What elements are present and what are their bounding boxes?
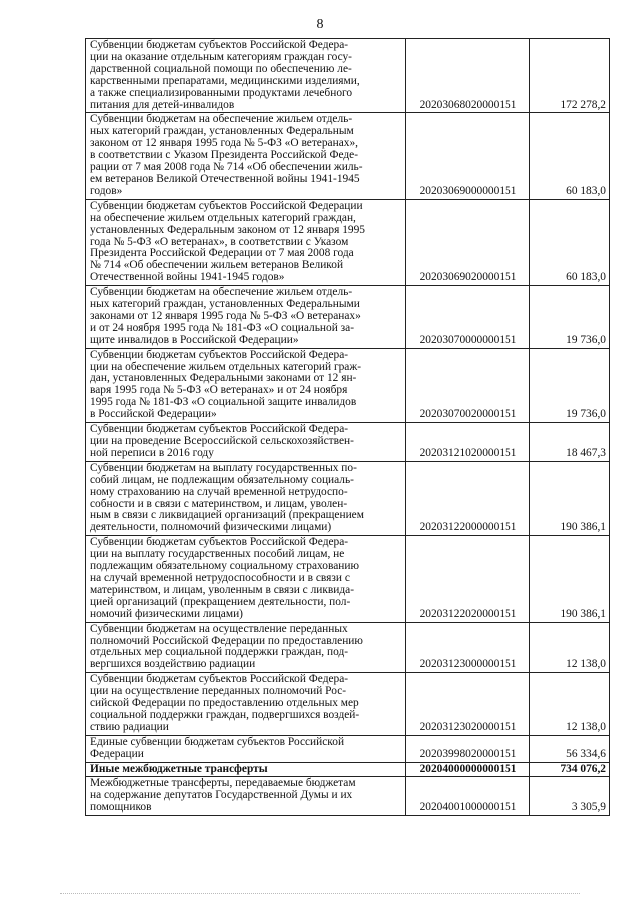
row-description — [86, 39, 406, 113]
description-line: сийской Федерации по предоставлению отдельных мер — [90, 697, 359, 710]
row-budget-code: 20203069020000151 — [406, 199, 530, 285]
row-description — [86, 777, 406, 816]
row-amount: 60 183,0 — [530, 199, 610, 285]
description-line: собности и в связи с материнством, и лицам, уволен- — [90, 497, 348, 510]
table-row — [86, 536, 610, 622]
description-line: Федерации — [90, 747, 144, 760]
row-description — [86, 113, 406, 199]
description-line: вергшихся воздействию радиации — [90, 658, 256, 671]
row-amount: 12 138,0 — [530, 673, 610, 736]
row-budget-code: 20203998020000151 — [406, 735, 530, 762]
description-line: Субвенции бюджетам субъектов Российской Федера- — [90, 423, 349, 436]
description-line: собий лицам, не подлежащим обязательному социаль- — [90, 473, 354, 486]
description-line: в Российской Федерации» — [90, 408, 217, 421]
description-line: помощников — [90, 801, 152, 814]
description-line: ции на осуществление переданных полномочий Рос- — [90, 685, 347, 698]
table-row — [86, 423, 610, 462]
row-amount: 19 736,0 — [530, 348, 610, 422]
page-number: 8 — [316, 17, 324, 32]
table-row — [86, 113, 610, 199]
description-line: дарственной социальной помощи по обеспечению ле- — [90, 62, 352, 75]
row-description — [86, 461, 406, 535]
description-line: дан, установленных Федеральными законами от 12 ян- — [90, 372, 357, 385]
description-line: ным в связи с ликвидацией организаций (прекращением — [90, 509, 364, 522]
description-line: деятельности, полномочий физическими лицами) — [90, 521, 332, 534]
description-line: ных категорий граждан, установленных Федеральными — [90, 298, 360, 311]
description-line: Единые субвенции бюджетам субъектов Российской — [90, 735, 345, 748]
row-budget-code: 20203069000000151 — [406, 113, 530, 199]
row-description — [86, 286, 406, 349]
description-line: материнством, и лицам, уволенным в связи с ликвида- — [90, 583, 355, 596]
row-description — [86, 348, 406, 422]
description-line: на случай временной нетрудоспособности и в связи с — [90, 571, 350, 584]
budget-table — [85, 38, 610, 816]
row-budget-code: 20203122000000151 — [406, 461, 530, 535]
table-row — [86, 39, 610, 113]
row-amount: 172 278,2 — [530, 39, 610, 113]
row-budget-code: 20203070000000151 — [406, 286, 530, 349]
description-line: а также специализированными продуктами лечебного — [90, 86, 353, 99]
description-line: ции на оказание отдельным категориям граждан госу- — [90, 50, 352, 63]
table-row — [86, 461, 610, 535]
description-line: законами от 12 января 1995 года № 5-ФЗ «О ветеранах» — [90, 309, 361, 322]
description-line: ному страхованию на случай временной нетрудоспо- — [90, 485, 348, 498]
description-line: ции на выплату государственных пособий лицам, не — [90, 548, 345, 561]
row-description — [86, 536, 406, 622]
row-budget-code: 20204000000000151 — [406, 762, 530, 777]
description-line: Субвенции бюджетам субъектов Российской Федера- — [90, 673, 349, 686]
table-row — [86, 762, 610, 777]
description-line: социальной поддержки граждан, подвергшихся воздей- — [90, 708, 360, 721]
description-line: 1995 года № 181-ФЗ «О социальной защите инвалидов — [90, 396, 357, 409]
description-line: ной переписи в 2016 году — [90, 446, 214, 459]
row-budget-code: 20203068020000151 — [406, 39, 530, 113]
description-line: Президента Российской Федерации от 7 мая 2008 года — [90, 247, 354, 260]
table-row — [86, 777, 610, 816]
description-line: Субвенции бюджетам субъектов Российской Федерации — [90, 199, 363, 212]
table-row — [86, 622, 610, 673]
description-line: Субвенции бюджетам на выплату государственных по- — [90, 461, 357, 474]
description-line: законом от 12 января 1995 года № 5-ФЗ «О ветеранах», — [90, 137, 358, 150]
row-budget-code: 20203121020000151 — [406, 423, 530, 462]
row-description — [86, 762, 406, 777]
row-amount: 734 076,2 — [530, 762, 610, 777]
description-line: на обеспечение жильем отдельных категорий граждан, — [90, 211, 356, 224]
row-description — [86, 423, 406, 462]
row-description — [86, 735, 406, 762]
description-line: на содержание депутатов Государственной Думы и их — [90, 789, 353, 802]
row-description — [86, 673, 406, 736]
table-row — [86, 286, 610, 349]
description-line: ем ветеранов Великой Отечественной войны 1941-1945 — [90, 172, 360, 185]
description-line: Субвенции бюджетам субъектов Российской Федера- — [90, 39, 349, 51]
description-line: и от 24 ноября 1995 года № 181-ФЗ «О социальной за- — [90, 321, 355, 334]
description-line: питания для детей-инвалидов — [90, 98, 235, 111]
table-row — [86, 348, 610, 422]
description-line: Субвенции бюджетам на осуществление переданных — [90, 622, 348, 635]
description-line: Иные межбюджетные трансферты — [90, 762, 268, 775]
row-budget-code: 20203123000000151 — [406, 622, 530, 673]
row-budget-code: 20203123020000151 — [406, 673, 530, 736]
row-amount: 12 138,0 — [530, 622, 610, 673]
row-description — [86, 199, 406, 285]
row-amount: 60 183,0 — [530, 113, 610, 199]
description-line: Отечественной войны 1941-1945 годов» — [90, 271, 285, 284]
row-budget-code: 20203070020000151 — [406, 348, 530, 422]
description-line: ции на обеспечение жильем отдельных категорий граж- — [90, 360, 362, 373]
description-line: карственными препаратами, медицинскими изделиями, — [90, 74, 360, 87]
table-row — [86, 673, 610, 736]
description-line: года № 5-ФЗ «О ветеранах», в соответствии с Указом — [90, 235, 349, 248]
description-line: ных категорий граждан, установленных Федеральным — [90, 125, 354, 138]
description-line: установленных Федеральным законом от 12 января 1995 — [90, 223, 365, 236]
description-line: отдельных мер социальной поддержки граждан, под- — [90, 646, 349, 659]
description-line: полномочий Российской Федерации по предоставлению — [90, 634, 363, 647]
row-budget-code: 20203122020000151 — [406, 536, 530, 622]
description-line: в соответствии с Указом Президента Российской Феде- — [90, 149, 358, 162]
bottom-dotted-line — [60, 893, 580, 895]
row-amount: 190 386,1 — [530, 536, 610, 622]
row-amount: 18 467,3 — [530, 423, 610, 462]
budget-table-body — [86, 39, 610, 816]
description-line: подлежащим обязательному социальному страхованию — [90, 560, 359, 573]
row-amount: 3 305,9 — [530, 777, 610, 816]
description-line: цией организаций (прекращением деятельности, пол- — [90, 595, 351, 608]
description-line: номочий физическими лицами) — [90, 607, 243, 620]
table-row — [86, 199, 610, 285]
description-line: Субвенции бюджетам на обеспечение жильем отдель- — [90, 286, 353, 299]
description-line: Межбюджетные трансферты, передаваемые бюджетам — [90, 777, 356, 790]
description-line: Субвенции бюджетам на обеспечение жильем отдель- — [90, 113, 353, 126]
description-line: щите инвалидов в Российской Федерации» — [90, 333, 299, 346]
row-budget-code: 20204001000000151 — [406, 777, 530, 816]
description-line: Субвенции бюджетам субъектов Российской Федера- — [90, 348, 349, 361]
description-line: варя 1995 года № 5-ФЗ «О ветеранах» и от 24 ноября — [90, 384, 348, 397]
description-line: ствию радиации — [90, 720, 169, 733]
description-line: Субвенции бюджетам субъектов Российской Федера- — [90, 536, 349, 549]
row-amount: 19 736,0 — [530, 286, 610, 349]
description-line: ции на проведение Всероссийской сельскохозяйствен- — [90, 435, 354, 447]
description-line: рации от 7 мая 2008 года № 714 «Об обеспечении жиль- — [90, 161, 363, 174]
table-row — [86, 735, 610, 762]
row-description — [86, 622, 406, 673]
description-line: годов» — [90, 184, 123, 197]
row-amount: 190 386,1 — [530, 461, 610, 535]
description-line: № 714 «Об обеспечении жильем ветеранов Великой — [90, 259, 344, 272]
row-amount: 56 334,6 — [530, 735, 610, 762]
